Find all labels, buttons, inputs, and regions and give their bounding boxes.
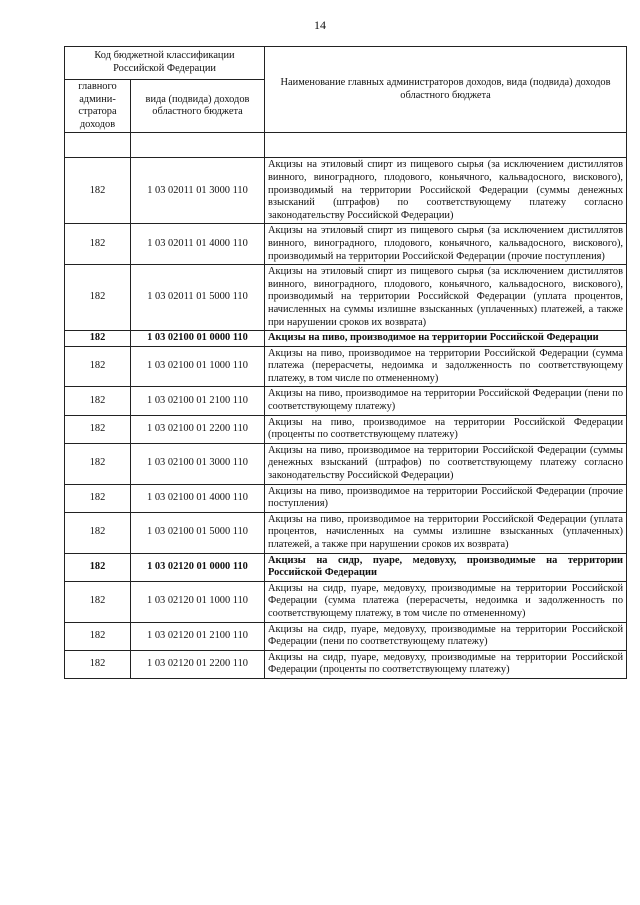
table-row	[65, 622, 627, 650]
header-admin-column: главного админи-стратора доходов	[65, 80, 131, 133]
header-name-column: Наименование главных администраторов доходов, вида (подвида) доходов областного бюджета	[265, 47, 627, 133]
revenue-code-cell: 1 03 02100 01 2100 110	[131, 387, 265, 415]
revenue-code-cell: 1 03 02100 01 2200 110	[131, 415, 265, 443]
revenue-code-cell: 1 03 02120 01 0000 110	[131, 553, 265, 581]
admin-code-cell: 182	[65, 581, 131, 622]
table-row	[65, 224, 627, 265]
table-row	[65, 415, 627, 443]
revenue-code-cell: 1 03 02120 01 2200 110	[131, 650, 265, 678]
header-code-group: Код бюджетной классификации Российской Федерации	[65, 47, 265, 80]
table-row	[65, 158, 627, 224]
revenue-code-cell: 1 03 02011 01 5000 110	[131, 265, 265, 331]
revenue-code-cell: 1 03 02100 01 0000 110	[131, 331, 265, 347]
revenue-name-cell: Акцизы на этиловый спирт из пищевого сырья (за исключением дистиллятов винного, виноградного, плодового, коньячного, кальвадосного, вискового), производимый на территории Российской Федерации (прочие поступления)	[265, 224, 627, 265]
table-row	[65, 331, 627, 347]
table-row	[65, 443, 627, 484]
revenue-name-cell: Акцизы на пиво, производимое на территории Российской Федерации (уплата процентов, начисленных на суммы излишне взысканных (уплаченных) платежей, а также при нарушении сроков их возврата)	[265, 512, 627, 553]
admin-code-cell: 182	[65, 512, 131, 553]
revenue-name-cell: Акцизы на пиво, производимое на территории Российской Федерации (прочие поступления)	[265, 484, 627, 512]
table-row	[65, 387, 627, 415]
admin-code-cell: 182	[65, 331, 131, 347]
revenue-code-cell: 1 03 02100 01 5000 110	[131, 512, 265, 553]
revenue-name-cell: Акцизы на пиво, производимое на территории Российской Федерации (сумма платежа (перерасчеты, недоимка и задолженность по соответствующему платежу, в том числе по отмененному)	[265, 346, 627, 387]
table-row	[65, 553, 627, 581]
revenue-code-cell: 1 03 02100 01 1000 110	[131, 346, 265, 387]
admin-code-cell: 182	[65, 387, 131, 415]
revenue-code-cell: 1 03 02120 01 1000 110	[131, 581, 265, 622]
revenue-code-cell: 1 03 02011 01 3000 110	[131, 158, 265, 224]
admin-code-cell: 182	[65, 622, 131, 650]
admin-code-cell: 182	[65, 265, 131, 331]
revenue-name-cell: Акцизы на этиловый спирт из пищевого сырья (за исключением дистиллятов винного, виноградного, плодового, коньячного, кальвадосного, вискового), производимый на территории Российской Федерации (суммы денежных взысканий (штрафов) по соответствующему платежу согласно законодательству Российской Федерации)	[265, 158, 627, 224]
table-row	[65, 265, 627, 331]
table-row	[65, 581, 627, 622]
table-row	[65, 650, 627, 678]
admin-code-cell: 182	[65, 443, 131, 484]
admin-code-cell: 182	[65, 650, 131, 678]
revenue-name-cell: Акцизы на сидр, пуаре, медовуху, производимые на территории Российской Федерации	[265, 553, 627, 581]
revenue-name-cell: Акцизы на сидр, пуаре, медовуху, производимые на территории Российской Федерации (сумма платежа (перерасчеты, недоимка и задолженность по соответствующему платежу, в том числе по отмененному)	[265, 581, 627, 622]
revenue-code-cell: 1 03 02100 01 3000 110	[131, 443, 265, 484]
header-spacer-row	[65, 133, 627, 158]
budget-classification-table	[64, 46, 627, 679]
revenue-name-cell: Акцизы на сидр, пуаре, медовуху, производимые на территории Российской Федерации (проценты по соответствующему платежу)	[265, 650, 627, 678]
revenue-name-cell: Акцизы на пиво, производимое на территории Российской Федерации (проценты по соответствующему платежу)	[265, 415, 627, 443]
revenue-name-cell: Акцизы на этиловый спирт из пищевого сырья (за исключением дистиллятов винного, виноградного, плодового, коньячного, кальвадосного, вискового), производимый на территории Российской Федерации (уплата процентов, начисленных на суммы излишне взысканных (уплаченных) платежей, а также при нарушении сроков их возврата)	[265, 265, 627, 331]
header-type-column: вида (подвида) доходов областного бюджета	[131, 80, 265, 133]
admin-code-cell: 182	[65, 224, 131, 265]
revenue-code-cell: 1 03 02100 01 4000 110	[131, 484, 265, 512]
table-row	[65, 346, 627, 387]
admin-code-cell: 182	[65, 346, 131, 387]
revenue-name-cell: Акцизы на пиво, производимое на территории Российской Федерации (пени по соответствующему платежу)	[265, 387, 627, 415]
revenue-code-cell: 1 03 02011 01 4000 110	[131, 224, 265, 265]
revenue-name-cell: Акцизы на пиво, производимое на территории Российской Федерации	[265, 331, 627, 347]
revenue-name-cell: Акцизы на пиво, производимое на территории Российской Федерации (суммы денежных взысканий (штрафов) по соответствующему платежу согласно законодательству Российской Федерации)	[265, 443, 627, 484]
table-row	[65, 484, 627, 512]
revenue-name-cell: Акцизы на сидр, пуаре, медовуху, производимые на территории Российской Федерации (пени по соответствующему платежу)	[265, 622, 627, 650]
admin-code-cell: 182	[65, 553, 131, 581]
page-number: 14	[314, 18, 326, 32]
admin-code-cell: 182	[65, 158, 131, 224]
table-row	[65, 512, 627, 553]
revenue-code-cell: 1 03 02120 01 2100 110	[131, 622, 265, 650]
table-body	[65, 158, 627, 679]
admin-code-cell: 182	[65, 484, 131, 512]
admin-code-cell: 182	[65, 415, 131, 443]
